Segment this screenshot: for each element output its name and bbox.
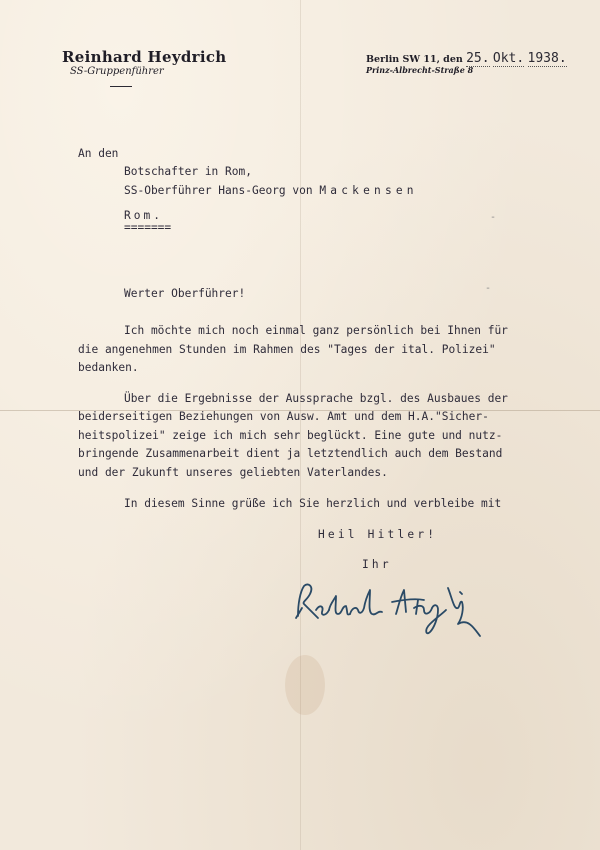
body-line: bedanken. (78, 361, 139, 374)
letterhead-street: Prinz-Albrecht-Straße 8 (366, 65, 474, 75)
salutation: Werter Oberführer! (124, 287, 246, 300)
date-year: 1938. (527, 51, 567, 66)
body-line: In diesem Sinne grüße ich Sie herzlich und verbleibe mit (124, 497, 502, 510)
recipient-surname: Mackensen (319, 184, 418, 197)
closing-greeting: Heil Hitler! (318, 528, 438, 541)
body-line: Über die Ergebnisse der Aussprache bzgl. des Ausbaues der (124, 392, 508, 405)
date-month: Okt. (492, 51, 525, 66)
dateline (366, 51, 567, 66)
recipient-title: SS-Oberführer Hans-Georg von (124, 184, 320, 197)
paper-stain (285, 655, 325, 715)
closing-valediction: Ihr (362, 558, 392, 571)
handwritten-signature (292, 578, 492, 638)
body-line: die angenehmen Stunden im Rahmen des "Tages der ital. Polizei" (78, 343, 496, 356)
body-line: Ich möchte mich noch einmal ganz persönlich bei Ihnen für (124, 324, 508, 337)
letterhead-rank: SS-Gruppenführer (70, 66, 164, 77)
body-line: beiderseitigen Beziehungen von Ausw. Amt und dem H.A."Sicher- (78, 410, 489, 423)
body-line: bringende Zusammenarbeit dient ja letztendlich auch dem Bestand (78, 447, 503, 460)
date-day: 25. (466, 51, 490, 66)
pencil-mark: - (485, 283, 492, 294)
letterhead-name: Reinhard Heydrich (62, 48, 227, 66)
recipient-line-3 (124, 182, 418, 201)
recipient-city: Rom. (124, 209, 163, 222)
pencil-mark: - (490, 212, 497, 223)
body-line: und der Zukunft unseres geliebten Vaterlandes. (78, 466, 388, 479)
recipient-line-1: An den (78, 147, 119, 160)
body-line: heitspolizei" zeige ich mich sehr beglückt. Eine gute und nutz- (78, 429, 503, 442)
recipient-underline: ======= (124, 221, 172, 234)
recipient-line-2: Botschafter in Rom, (124, 165, 252, 178)
letterhead-rule (110, 86, 132, 87)
date-place: Berlin SW 11, den (366, 54, 463, 65)
